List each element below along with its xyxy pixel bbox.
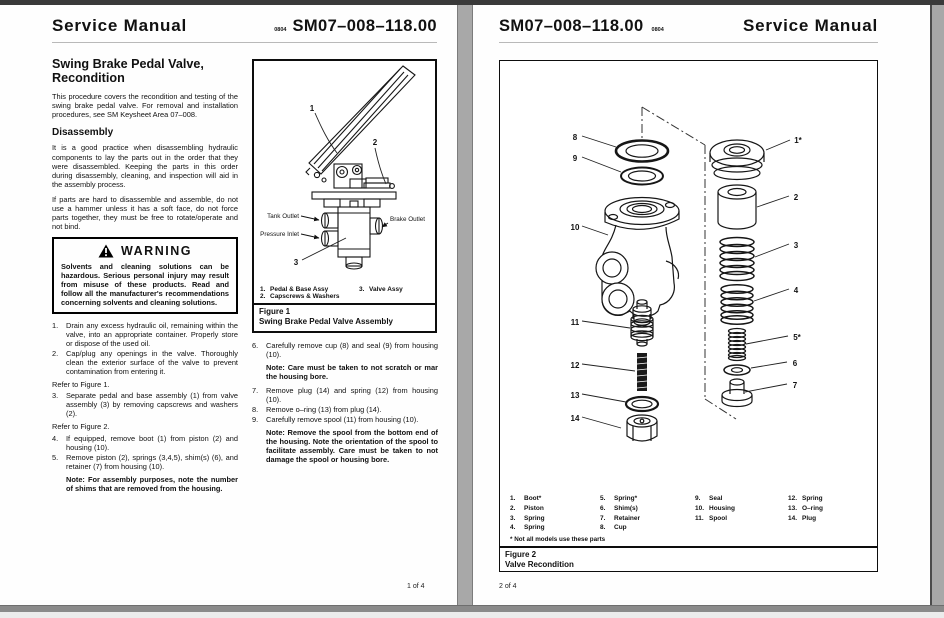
figure1-caption-line2: Swing Brake Pedal Valve Assembly <box>259 317 393 327</box>
page-number: 2 of 4 <box>499 583 517 590</box>
part-number: 5. <box>600 495 606 502</box>
document-number: SM07–008–118.00 <box>499 17 644 35</box>
step-item <box>52 434 238 452</box>
legend-number: 2. <box>260 293 266 300</box>
step-text: Separate pedal and base assembly (1) from valve assembly (3) by removing capscrews and washers (2). <box>66 391 238 419</box>
fig2-callout-9: 9 <box>572 154 578 163</box>
step-text: Carefully remove spool (11) from housing (10). <box>266 415 419 425</box>
intro-paragraph: This procedure covers the recondition and testing of the swing brake pedal valve. For removal and installation procedures, see SM Keysheet Area 07–008. <box>52 92 238 120</box>
part-row <box>788 494 823 504</box>
part-row <box>510 504 545 514</box>
page-title: Service Manual <box>52 16 187 35</box>
step-text: Cap/plug any openings in the valve. Thoroughly clean the exterior surface of the valve to prevent contamination from entering it. <box>66 349 238 377</box>
step-number: 4. <box>52 433 59 443</box>
disassembly-heading: Disassembly <box>52 127 114 139</box>
fig2-callout-4: 4 <box>793 286 799 295</box>
warning-icon <box>98 244 114 258</box>
figure2-box <box>499 60 878 572</box>
paragraph: It is a good practice when disassembling hydraulic components to lay the parts out in the order that they were disassembled. Keeping the parts in this order during disassembly, cleaning, and inspection will aid in the assembly process. <box>52 143 238 189</box>
step-item <box>252 341 438 359</box>
warning-box <box>52 237 238 314</box>
parts-column-3 <box>695 494 735 523</box>
fig1-callout-2: 2 <box>372 138 378 147</box>
warning-header <box>61 244 229 259</box>
legend-label: Valve Assy <box>369 286 403 293</box>
revision-code: 0804 <box>274 27 287 33</box>
step-text: Remove plug (14) and spring (12) from housing (10). <box>266 386 438 405</box>
page-right <box>472 5 932 605</box>
part-label: Spool <box>709 514 728 522</box>
legend-number: 1. <box>260 286 266 293</box>
note-text: Note: Care must be taken to not scratch or mar the housing bore. <box>266 363 438 382</box>
refer-line: Refer to Figure 2. <box>52 422 110 432</box>
step-item <box>52 453 238 471</box>
right-column-steps <box>252 341 438 469</box>
section-title <box>52 57 238 85</box>
part-number: 1. <box>510 495 516 502</box>
revision-code: 0804 <box>651 27 664 33</box>
part-label: Shim(s) <box>614 504 638 512</box>
legend-item <box>260 293 359 300</box>
part-label: Cup <box>614 524 627 532</box>
part-label: Seal <box>709 495 723 502</box>
step-number: 5. <box>52 452 59 462</box>
step-item <box>252 415 438 424</box>
fig2-callout-7: 7 <box>792 381 798 390</box>
step-item <box>252 405 438 414</box>
fig2-callout-10: 10 <box>570 223 580 232</box>
part-number: 4. <box>510 524 516 532</box>
brake-outlet-label: Brake Outlet <box>390 216 425 223</box>
step-text: Carefully remove cup (8) and seal (9) from housing (10). <box>266 341 438 360</box>
step-item <box>52 321 238 348</box>
part-number: 12. <box>788 495 798 502</box>
fig2-callout-3: 3 <box>793 241 799 250</box>
page-left <box>0 5 458 605</box>
parts-column-2 <box>600 494 640 533</box>
left-column <box>52 57 238 498</box>
page-number: 1 of 4 <box>407 583 425 590</box>
pressure-inlet-label: Pressure Inlet <box>260 231 299 238</box>
figure2-parts-list <box>500 489 877 546</box>
part-label: O–ring <box>802 504 823 512</box>
part-number: 8. <box>600 524 606 532</box>
part-number: 7. <box>600 514 606 522</box>
section-title-line2: Recondition <box>52 71 125 86</box>
part-row <box>510 514 545 524</box>
valve-exploded-diagram <box>500 61 875 489</box>
figure2-caption <box>500 546 877 574</box>
page-bottom-shadow <box>0 605 944 612</box>
fig2-callout-2: 2 <box>793 193 799 202</box>
section-title-line1: Swing Brake Pedal Valve, <box>52 57 204 71</box>
part-number: 9. <box>695 495 701 502</box>
figure2-caption-line2: Valve Recondition <box>505 560 574 570</box>
legend-item <box>359 286 429 293</box>
part-label: Boot* <box>524 495 542 502</box>
figure2-drawing <box>500 61 877 489</box>
fig2-callout-5: 5* <box>793 333 801 342</box>
part-row <box>788 514 823 524</box>
part-label: Spring <box>802 495 823 502</box>
fig2-callout-12: 12 <box>570 361 580 370</box>
part-label: Retainer <box>614 514 641 522</box>
warning-text: Solvents and cleaning solutions can be hazardous. Serious personal injury may result from misuse of these products. Read and follow all the manufacturer's recommendations concerning solvents and cleaning solutions. <box>61 262 229 308</box>
fig1-callout-1: 1 <box>309 104 315 113</box>
part-number: 14. <box>788 514 798 522</box>
step-item <box>252 386 438 404</box>
left-page-header <box>52 16 437 43</box>
fig2-callout-8: 8 <box>572 133 578 142</box>
right-page-header <box>499 16 878 43</box>
step-number: 9. <box>252 415 259 425</box>
legend-number: 3. <box>359 286 365 293</box>
part-row <box>695 504 735 514</box>
part-row <box>510 523 545 533</box>
paragraph: If parts are hard to disassemble and assemble, do not use a hammer unless it has a soft face, do not force parts together, they must be free to rotate/operate and not bind. <box>52 194 238 231</box>
step-number: 8. <box>252 405 259 415</box>
part-number: 6. <box>600 504 606 512</box>
figure1-box <box>252 59 437 333</box>
step-number: 1. <box>52 321 59 331</box>
part-row <box>695 514 735 524</box>
parts-footnote: * Not all models use these parts <box>510 536 606 543</box>
fig1-callout-3: 3 <box>293 258 299 267</box>
note-text: Note: For assembly purposes, note the number of shims that are removed from the housing. <box>66 474 238 493</box>
step-text: Remove piston (2), springs (3,4,5), shim(s) (6), and retainer (7) from housing (10). <box>66 452 238 471</box>
part-row <box>695 494 735 504</box>
part-number: 13. <box>788 504 798 512</box>
step-text: Drain any excess hydraulic oil, remaining within the valve, into an appropriate container. Properly store or dispose of the used oil. <box>66 321 238 349</box>
parts-column-4 <box>788 494 823 523</box>
step-number: 7. <box>252 386 259 396</box>
part-label: Spring <box>524 524 545 532</box>
parts-column-1 <box>510 494 545 533</box>
fig2-callout-1: 1* <box>794 136 802 145</box>
part-number: 2. <box>510 504 516 512</box>
part-row <box>510 494 545 504</box>
next-page-edge <box>0 612 944 618</box>
part-row <box>600 514 640 524</box>
tank-outlet-label: Tank Outlet <box>267 213 299 220</box>
step-item <box>52 391 238 418</box>
legend-label: Capscrews & Washers <box>270 293 340 300</box>
legend-item <box>260 286 359 293</box>
figure1-caption-line1: Figure 1 <box>259 307 291 316</box>
fig2-callout-14: 14 <box>570 414 580 423</box>
part-row <box>600 504 640 514</box>
part-row <box>600 523 640 533</box>
fig2-callout-13: 13 <box>570 391 580 400</box>
step-text: Remove o–ring (13) from plug (14). <box>266 405 382 415</box>
document-number: SM07–008–118.00 <box>292 17 437 35</box>
part-label: Spring <box>524 514 545 522</box>
step-text: If equipped, remove boot (1) from piston (2) and housing (10). <box>66 433 238 452</box>
page-title: Service Manual <box>743 16 878 35</box>
part-row <box>788 504 823 514</box>
fig2-callout-11: 11 <box>570 318 580 327</box>
part-row <box>600 494 640 504</box>
part-number: 11. <box>695 514 704 522</box>
figure1-drawing <box>254 61 435 285</box>
fig2-callout-6: 6 <box>792 359 798 368</box>
part-label: Plug <box>802 514 817 522</box>
part-label: Spring* <box>614 495 638 502</box>
part-label: Piston <box>524 504 544 512</box>
step-number: 2. <box>52 349 59 359</box>
step-number: 3. <box>52 391 59 401</box>
pedal-valve-diagram <box>254 61 435 285</box>
figure1-caption <box>254 303 435 331</box>
part-label: Housing <box>709 504 735 512</box>
figure1-legend <box>254 285 435 303</box>
warning-label: WARNING <box>121 243 192 258</box>
step-number: 6. <box>252 341 259 350</box>
step-item <box>52 349 238 376</box>
part-number: 3. <box>510 514 516 522</box>
refer-line: Refer to Figure 1. <box>52 380 110 390</box>
note-text: Note: Remove the spool from the bottom end of the housing. Note the orientation of the spool to facilitate assembly. Care must be taken to not damage the spool or housing bore. <box>266 428 438 465</box>
figure2-caption-line1: Figure 2 <box>505 550 537 559</box>
legend-label: Pedal & Base Assy <box>270 286 329 293</box>
part-number: 10. <box>695 504 705 512</box>
